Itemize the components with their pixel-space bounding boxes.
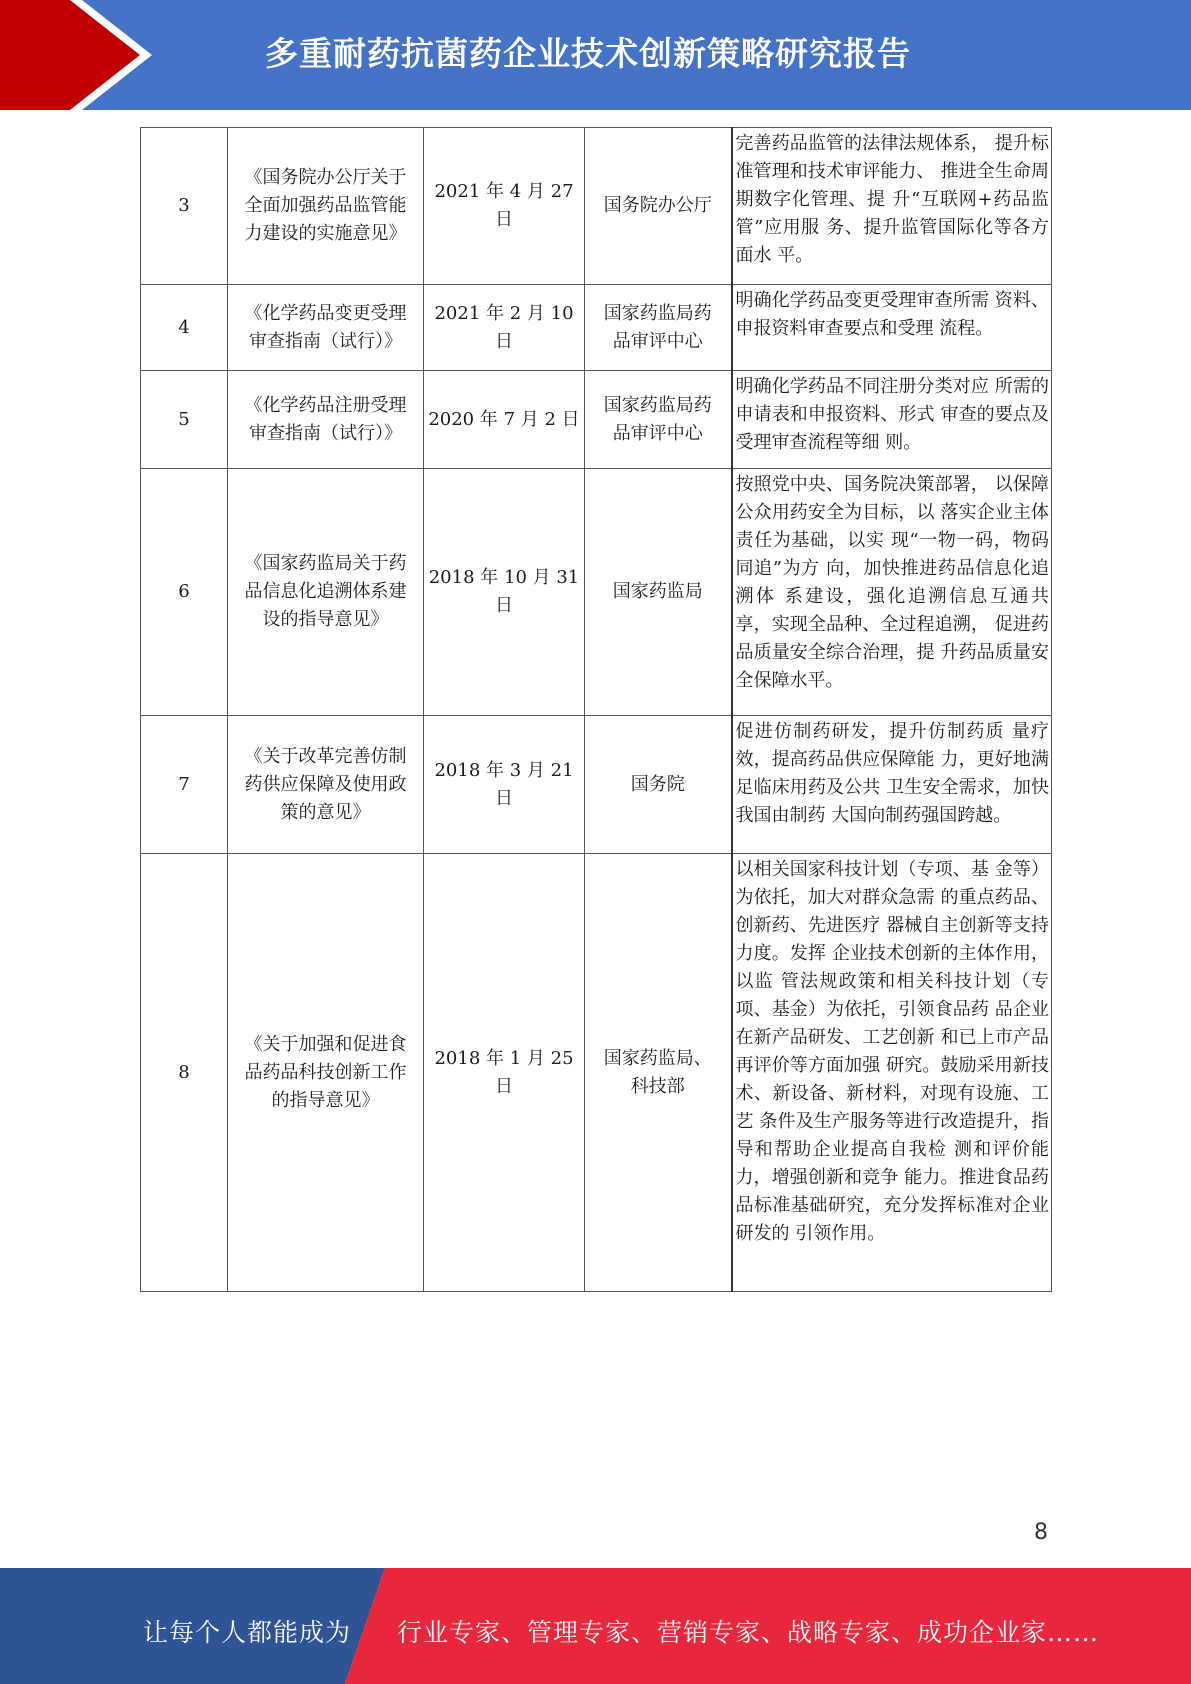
policy-name: 《国务院办公厅关于全面加强药品监管能力建设的实施意见》 [228,128,424,285]
table-row [141,854,1052,1292]
row-number: 3 [141,128,228,285]
policy-summary: 以相关国家科技计划（专项、基 金等）为依托，加大对群众急需 的重点药品、创新药、先进医疗 器械自主创新等支持力度。发挥 企业技术创新的主体作用，以监 管法规政策和相关科技计划（专 项、基金）为依托，引领食品药 品企业在新产品研发、工艺创新 和已上市产品再评价等方面加强 研究。鼓励采用新技术、新设备、新材料，对现有设施、工艺 条件及生产服务等进行改造提升，指导和帮助企业提高自我检 测和评价能力，增强创新和竞争 能力。推进食品药品标准基础研究，充分发挥标准对企业研发的 引领作用。 [732,854,1052,1292]
issuing-agency: 国家药监局药品审评中心 [585,285,732,371]
policy-name: 《关于加强和促进食品药品科技创新工作的指导意见》 [228,854,424,1292]
policy-summary: 完善药品监管的法律法规体系， 提升标准管理和技术审评能力、 推进全生命周期数字化管理、提 升“互联网+药品监管”应用服 务、提升监管国际化等各方面水 平。 [732,128,1052,285]
issue-date: 2018 年 1 月 25 日 [424,854,585,1292]
row-number: 7 [141,716,228,854]
policy-name: 《关于改革完善仿制药供应保障及使用政策的意见》 [228,716,424,854]
page-footer [0,1568,1191,1684]
footer-slogan-right: 行业专家、管理专家、营销专家、战略专家、成功企业家…… [397,1618,1100,1647]
issuing-agency: 国家药监局药品审评中心 [585,371,732,469]
table-row [141,716,1052,854]
table-row [141,128,1052,285]
policy-summary: 明确化学药品变更受理审查所需 资料、申报资料审查要点和受理 流程。 [732,285,1052,371]
policy-name: 《国家药监局关于药品信息化追溯体系建设的指导意见》 [228,469,424,716]
issue-date: 2018 年 10 月 31 日 [424,469,585,716]
issuing-agency: 国务院办公厅 [585,128,732,285]
header-chevron-decoration [0,0,160,110]
row-number: 5 [141,371,228,469]
footer-slogan-left: 让每个人都能成为 [143,1618,352,1647]
issue-date: 2021 年 2 月 10 日 [424,285,585,371]
policy-summary: 按照党中央、国务院决策部署， 以保障公众用药安全为目标，以 落实企业主体责任为基础，以实 现“一物一码，物码同追”为方 向，加快推进药品信息化追溯体 系建设，强化追溯信息互通共 享，实现全品种、全过程追溯， 促进药品质量安全综合治理，提 升药品质量安全保障水平。 [732,469,1052,716]
table-row [141,371,1052,469]
issue-date: 2020 年 7 月 2 日 [424,371,585,469]
table-row [141,469,1052,716]
issuing-agency: 国务院 [585,716,732,854]
issuing-agency: 国家药监局、科技部 [585,854,732,1292]
policy-summary: 促进仿制药研发，提升仿制药质 量疗效，提高药品供应保障能 力，更好地满足临床用药及公共 卫生安全需求，加快我国由制药 大国向制药强国跨越。 [732,716,1052,854]
row-number: 8 [141,854,228,1292]
policy-name: 《化学药品注册受理审查指南（试行）》 [228,371,424,469]
issuing-agency: 国家药监局 [585,469,732,716]
report-title: 多重耐药抗菌药企业技术创新策略研究报告 [265,34,911,73]
issue-date: 2018 年 3 月 21 日 [424,716,585,854]
policy-summary: 明确化学药品不同注册分类对应 所需的申请表和申报资料、形式 审查的要点及受理审查流程等细 则。 [732,371,1052,469]
policy-table [140,127,1052,1292]
policy-name: 《化学药品变更受理审查指南（试行）》 [228,285,424,371]
row-number: 4 [141,285,228,371]
table-row [141,285,1052,371]
row-number: 6 [141,469,228,716]
issue-date: 2021 年 4 月 27 日 [424,128,585,285]
page-number: 8 [1034,1520,1048,1545]
page-header [0,0,1191,110]
